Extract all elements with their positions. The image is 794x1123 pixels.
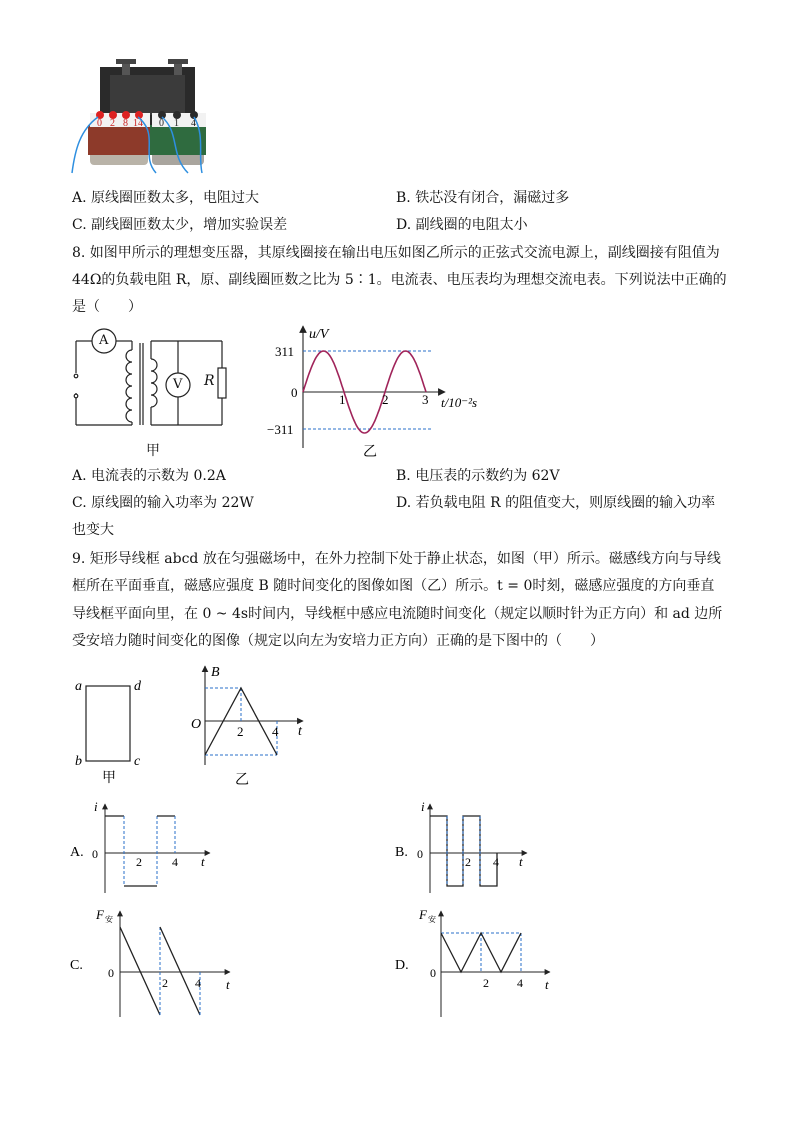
q7-option-a: A. 原线圈匝数太多，电阻过大 [72,190,260,206]
option-b-y-label: i [421,799,425,814]
q9-stem-line3: 导线框平面向里，在 0 ~ 4s时间内，导线框中感应电流随时间变化（规定以顺时针为正方向）和 ad 边所 [72,606,723,622]
option-c-x-label: t [226,977,230,992]
svg-text:14: 14 [133,118,143,129]
corner-d: d [134,679,141,694]
b-origin: O [191,717,202,732]
q9-stem-line1: 9. 矩形导线框 abcd 放在匀强磁场中，在外力控制下处于静止状态，如图（甲）所示。磁感线方向与导线 [72,551,721,567]
q8-option-a: A. 电流表的示数为 0.2A [72,468,226,484]
option-d-zero: 0 [430,966,436,980]
b-axis-label: B [211,665,220,680]
q8-stem-line2: 44Ω的负载电阻 R，原、副线圈匝数之比为 5∶1。电流表、电压表均为理想交流电表。下列说法中正确的 [72,272,727,288]
option-c-tick-4: 4 [195,976,201,990]
option-a-tick-4: 4 [172,855,178,869]
option-a-x-label: t [201,854,205,869]
q8-tick-x3: 3 [422,392,429,407]
q9-option-d [395,905,565,1020]
option-b-tick-2: 2 [465,855,471,869]
b-t-label: t [298,724,302,739]
q8-option-b: B. 电压表的示数约为 62V [396,468,560,484]
q9-frame-figure [72,672,152,787]
ammeter-symbol: A [99,333,109,348]
q8-option-c: C. 原线圈的输入功率为 22W [72,495,254,511]
option-c-tick-2: 2 [162,976,168,990]
svg-text:0: 0 [159,118,164,129]
q8-tick-neg311: −311 [267,422,294,437]
q7-option-b: B. 铁芯没有闭合，漏磁过多 [396,190,570,206]
q9-fig-jia-caption: 甲 [102,771,116,786]
b-tick-2: 2 [237,724,244,739]
option-a-zero: 0 [92,847,98,861]
b-tick-4: 4 [272,724,279,739]
voltmeter-symbol: V [173,377,183,392]
q7-option-c: C. 副线圈匝数太少，增加实验误差 [72,217,288,233]
option-d-tick-4: 4 [517,976,523,990]
option-d-y-label: F [419,907,427,922]
option-c-y-sub: 安 [105,915,113,924]
q8-x-axis-label: t/10⁻²s [441,395,478,410]
svg-text:8: 8 [123,118,128,129]
q8-tick-x1: 1 [339,392,346,407]
q8-tick-311: 311 [275,344,295,359]
q8-option-d: D. 若负载电阻 R 的阻值变大，则原线圈的输入功率 [396,495,716,511]
option-b-zero: 0 [417,847,423,861]
resistor-label: R [204,373,215,389]
corner-b: b [75,754,82,769]
option-a-tick-2: 2 [136,855,142,869]
svg-text:4: 4 [191,118,196,129]
q8-tick-x2: 2 [382,392,389,407]
option-d-tick-2: 2 [483,976,489,990]
option-a-letter: A. [70,845,84,860]
q8-stem-line3: 是（ ） [72,299,142,315]
q8-option-d-cont: 也变大 [72,522,114,538]
corner-a: a [75,679,82,694]
q8-voltage-graph [265,320,495,460]
q7-option-d: D. 副线圈的电阻太小 [396,217,528,233]
option-d-y-sub: 安 [428,915,436,924]
q8-circuit-figure [70,325,240,460]
option-c-letter: C. [70,958,83,973]
q9-stem-line4: 受安培力随时间变化的图像（规定以向左为安培力正方向）正确的是下图中的（ ） [72,633,604,649]
option-c-y-label: F [96,907,104,922]
option-d-x-label: t [545,977,549,992]
svg-text:1: 1 [174,118,179,129]
corner-c: c [134,754,141,769]
q8-fig-yi-caption: 乙 [363,445,377,460]
q9-option-b [395,798,545,898]
option-b-letter: B. [395,845,408,860]
option-d-letter: D. [395,958,409,973]
option-c-zero: 0 [108,966,114,980]
q8-tick-0: 0 [291,385,298,400]
q8-fig-jia-caption: 甲 [146,443,160,459]
q9-option-c [70,905,250,1020]
svg-text:0: 0 [97,118,102,129]
q9-b-graph [185,660,315,790]
transformer-photo [70,55,220,175]
q8-stem-line1: 8. 如图甲所示的理想变压器，其原线圈接在输出电压如图乙所示的正弦式交流电源上，副线圈接有阻值为 [72,245,720,261]
q9-fig-yi-caption: 乙 [235,773,249,788]
q9-stem-line2: 框所在平面垂直，磁感应强度 B 随时间变化的图像如图（乙）所示。t = 0时刻，磁感应强度的方向垂直 [72,578,715,594]
option-b-x-label: t [519,854,523,869]
q8-y-axis-label: u/V [309,327,329,342]
option-b-tick-4: 4 [493,855,499,869]
q9-option-a [70,798,230,898]
svg-text:2: 2 [110,118,115,129]
option-a-y-label: i [94,799,98,814]
